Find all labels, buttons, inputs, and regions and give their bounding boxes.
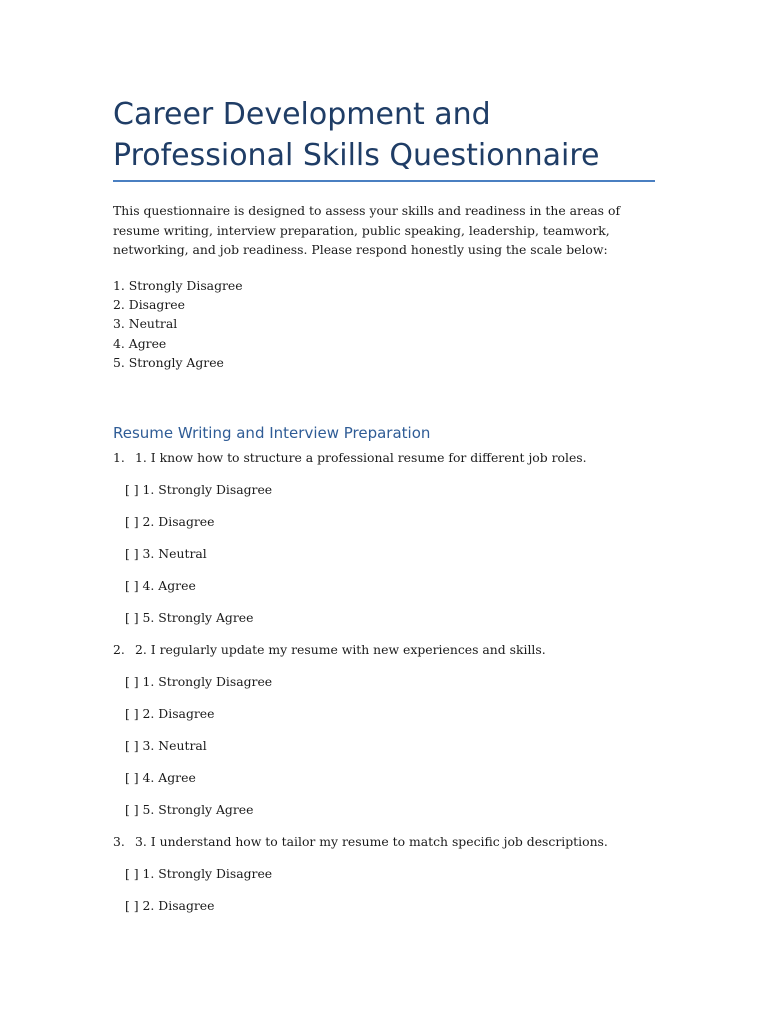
question-text: 1. I know how to structure a professional resume for different job roles. bbox=[135, 450, 587, 465]
scale-item: 3. Neutral bbox=[113, 316, 178, 332]
question-number: 3. bbox=[113, 834, 125, 849]
question-text: 3. I understand how to tailor my resume to match specific job descriptions. bbox=[135, 834, 608, 849]
answer-option[interactable]: [ ] 5. Strongly Agree bbox=[125, 610, 254, 625]
question-item bbox=[113, 832, 658, 864]
rating-scale-list bbox=[113, 276, 243, 372]
answer-option[interactable]: [ ] 2. Disagree bbox=[125, 706, 215, 721]
scale-item: 5. Strongly Agree bbox=[113, 354, 224, 370]
question-item bbox=[113, 448, 658, 480]
answer-option[interactable]: [ ] 1. Strongly Disagree bbox=[125, 674, 273, 689]
answer-option[interactable]: [ ] 5. Strongly Agree bbox=[125, 802, 254, 817]
question-item bbox=[113, 640, 658, 672]
question-number: 1. bbox=[113, 450, 125, 465]
answer-option[interactable]: [ ] 4. Agree bbox=[125, 770, 196, 785]
section-heading: Resume Writing and Interview Preparation bbox=[113, 424, 431, 442]
answer-option[interactable]: [ ] 3. Neutral bbox=[125, 546, 207, 561]
scale-item: 4. Agree bbox=[113, 335, 167, 351]
document-title: Career Development and Professional Skills Questionnaire bbox=[113, 97, 600, 173]
answer-option[interactable]: [ ] 3. Neutral bbox=[125, 738, 207, 753]
answer-option[interactable]: [ ] 1. Strongly Disagree bbox=[125, 866, 273, 881]
answer-option[interactable]: [ ] 2. Disagree bbox=[125, 898, 215, 913]
intro-paragraph: This questionnaire is designed to assess your skills and readiness in the areas of resume writing, interview preparation, public speaking, leadership, teamwork, networking, and job readiness. Please respond honestly using the scale below: bbox=[113, 203, 621, 257]
question-list bbox=[113, 448, 658, 928]
scale-item: 2. Disagree bbox=[113, 297, 185, 313]
answer-option[interactable]: [ ] 4. Agree bbox=[125, 578, 196, 593]
scale-item: 1. Strongly Disagree bbox=[113, 278, 243, 293]
title-underline bbox=[113, 180, 655, 182]
question-text: 2. I regularly update my resume with new experiences and skills. bbox=[135, 642, 546, 657]
question-number: 2. bbox=[113, 642, 125, 657]
answer-option[interactable]: [ ] 2. Disagree bbox=[125, 514, 215, 529]
answer-option[interactable]: [ ] 1. Strongly Disagree bbox=[125, 482, 273, 497]
